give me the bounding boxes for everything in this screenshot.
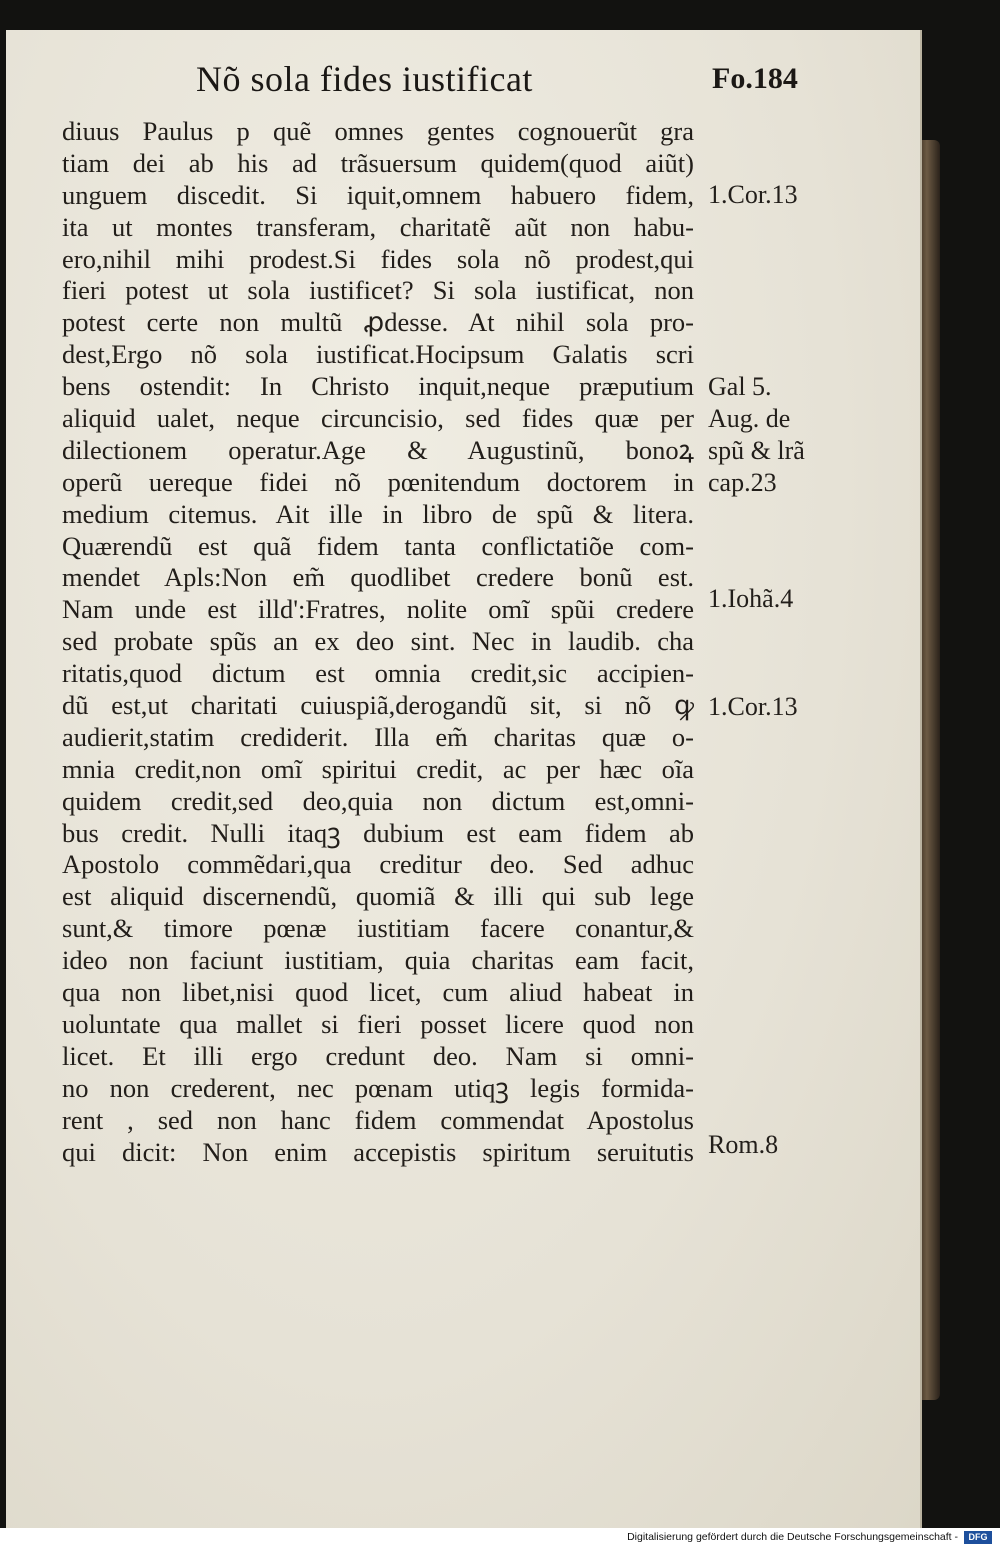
text-line: unguem discedit. Si iquit,omnem habuero fidem, bbox=[62, 179, 694, 210]
text-line: Nam unde est illd':Fratres, nolite omĩ spũi credere bbox=[62, 594, 694, 625]
text-line: qua non libet,nisi quod licet, cum aliud habeat in bbox=[62, 977, 694, 1008]
running-title: Nõ sola fides iustificat bbox=[196, 59, 533, 99]
text-line: rent , sed non hanc fidem commendat Apostolus bbox=[62, 1104, 694, 1135]
text-line: licet. Et illi ergo credunt deo. Nam si omni- bbox=[62, 1040, 694, 1071]
text-line: dilectionem operatur.Age & Augustinũ, bonoꝝ bbox=[62, 434, 694, 465]
text-line: uoluntate qua mallet si fieri posset licere quod non bbox=[62, 1008, 694, 1039]
text-line: operũ uereque fidei nõ pœnitendum doctorem in bbox=[62, 466, 694, 497]
text-line: diuus Paulus p quẽ omnes gentes cognouerũt gra bbox=[62, 116, 694, 146]
text-line: fieri potest ut sola iustificet? Si sola iustificat, non bbox=[62, 275, 694, 306]
text-line: aliquid ualet, neque circuncisio, sed fides quæ per bbox=[62, 403, 694, 434]
marginal-note: 1.Cor.13 bbox=[708, 692, 798, 721]
text-line: no non crederent, nec pœnam utiqꝫ legis formida- bbox=[62, 1072, 694, 1103]
funding-credit: Digitalisierung gefördert durch die Deutsche Forschungsgemeinschaft - bbox=[627, 1531, 958, 1543]
marginal-note: 1.Cor.13 bbox=[708, 180, 798, 209]
dfg-logo: DFG bbox=[964, 1531, 992, 1544]
text-line: ero,nihil mihi prodest.Si fides sola nõ prodest,qui bbox=[62, 243, 694, 274]
text-line: dest,Ergo nõ sola iustificat.Hocipsum Galatis scri bbox=[62, 339, 694, 370]
text-line: bus credit. Nulli itaqꝫ dubium est eam fidem ab bbox=[62, 817, 694, 848]
marginal-note: Aug. de bbox=[708, 404, 791, 433]
text-line: ita ut montes transferam, charitatẽ aũt non habu- bbox=[62, 211, 694, 242]
text-line: qui dicit: Non enim accepistis spiritum seruitutis bbox=[62, 1136, 694, 1167]
marginal-note: Gal 5. bbox=[708, 372, 772, 401]
text-line: sed probate spũs an ex deo sint. Nec in laudib. cha bbox=[62, 626, 694, 657]
text-line: sunt,& timore pœnæ iustitiam facere conantur,& bbox=[62, 913, 694, 944]
text-line: tiam dei ab his ad trãsuersum quidem(quod aiũt) bbox=[62, 147, 694, 178]
text-line: ideo non faciunt iustitiam, quia charitas eam facit, bbox=[62, 945, 694, 976]
marginal-note: spũ & lrã bbox=[708, 436, 805, 465]
text-line: Quærendũ est quã fidem tanta conflictatiõe com- bbox=[62, 530, 694, 561]
text-line: quidem credit,sed deo,quia non dictum est,omni- bbox=[62, 785, 694, 816]
text-line: mnia credit,non omĩ spiritui credit, ac per hæc oĩa bbox=[62, 753, 694, 784]
text-line: Apostolo commẽdari,qua creditur deo. Sed adhuc bbox=[62, 849, 694, 880]
text-line: bens ostendit: In Christo inquit,neque præputium bbox=[62, 371, 694, 402]
marginal-note: cap.23 bbox=[708, 468, 777, 497]
text-line: potest certe non multũ ꝓdesse. At nihil sola pro- bbox=[62, 307, 694, 338]
text-line: ritatis,quod dictum est omnia credit,sic accipien- bbox=[62, 658, 694, 689]
text-line: dũ est,ut charitati cuiuspiã,derogandũ sit, si nõ ꝙ bbox=[62, 690, 694, 721]
main-text-block bbox=[62, 116, 694, 1168]
text-line: est aliquid discernendũ, quomiã & illi qui sub lege bbox=[62, 881, 694, 912]
marginal-note: Rom.8 bbox=[708, 1130, 779, 1159]
folio-number: Fo.184 bbox=[712, 62, 798, 95]
marginal-note: 1.Iohã.4 bbox=[708, 584, 794, 613]
text-line: audierit,statim crediderit. Illa em̃ charitas quæ o- bbox=[62, 721, 694, 752]
text-line: mendet Apls:Non em̃ quodlibet credere bonũ est. bbox=[62, 562, 694, 593]
text-line: medium citemus. Ait ille in libro de spũ & litera. bbox=[62, 498, 694, 529]
